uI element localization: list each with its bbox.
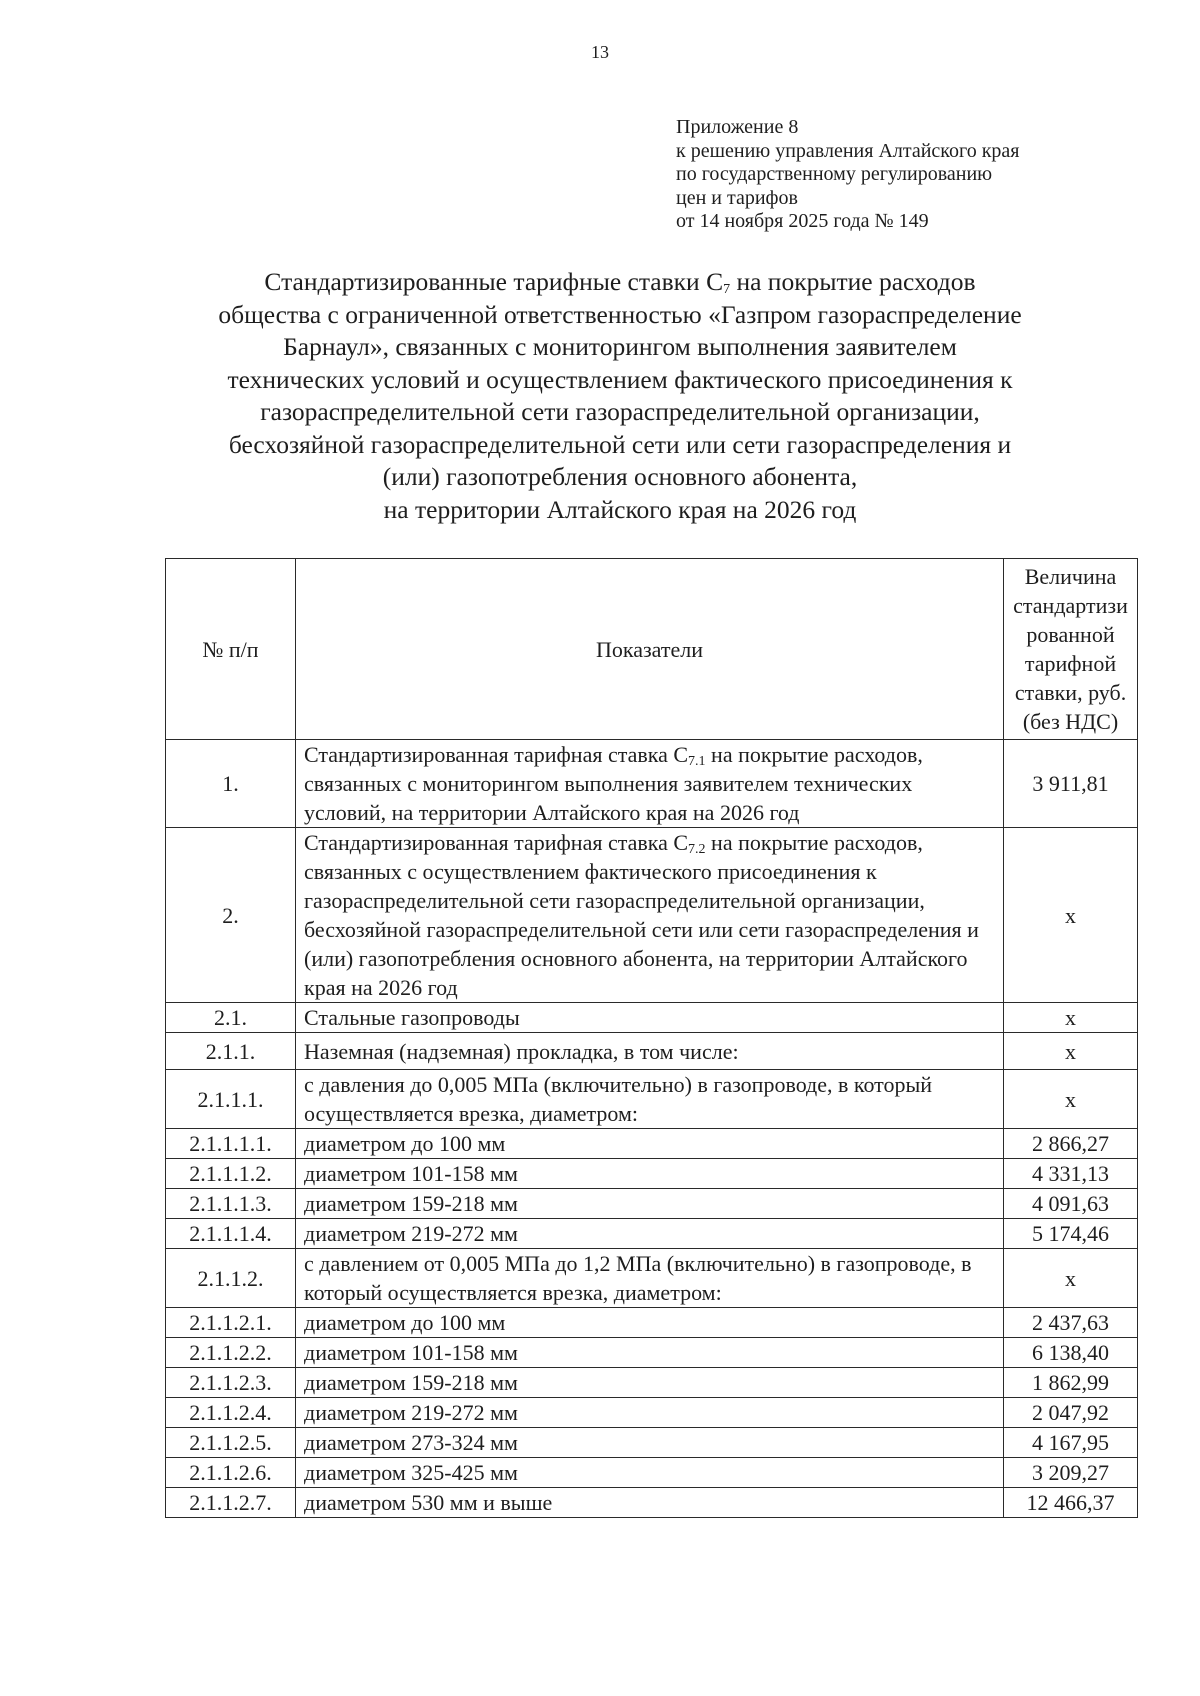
row-value: х — [1004, 1070, 1138, 1129]
row-number: 2.1.1.2.6. — [166, 1458, 296, 1488]
table-row — [166, 1249, 1138, 1308]
annex-block — [676, 116, 1020, 234]
row-value: х — [1004, 1033, 1138, 1070]
row-number: 2.1.1.2.1. — [166, 1308, 296, 1338]
row-value: х — [1004, 1003, 1138, 1033]
title-line: Стандартизированные тарифные ставки $С_7$ на покрытие расходов — [264, 267, 976, 297]
row-indicator: Стандартизированная тарифная ставка $С_{7.1}$ на покрытие расходов, связанных с мониторингом выполнения заявителем технических условий, на территории Алтайского края на 2026 год — [296, 740, 1004, 828]
tariff-table — [165, 558, 1138, 1518]
annex-line: к решению управления Алтайского края — [676, 139, 1020, 162]
row-indicator: диаметром 159-218 мм — [296, 1368, 1004, 1398]
row-number: 2.1.1.2.4. — [166, 1398, 296, 1428]
row-number: 2.1.1.2. — [166, 1249, 296, 1308]
row-value: 3 911,81 — [1004, 740, 1138, 828]
title-line: Барнаул», связанных с мониторингом выполнения заявителем — [283, 332, 957, 361]
row-indicator: диаметром 219-272 мм — [296, 1219, 1004, 1249]
table-row — [166, 1458, 1138, 1488]
header-value: Величина стандартизи рованной тарифной ставки, руб. (без НДС) — [1004, 559, 1138, 740]
row-value: 4 167,95 — [1004, 1428, 1138, 1458]
row-number: 2.1.1.1.4. — [166, 1219, 296, 1249]
header-number: № п/п — [166, 559, 296, 740]
table-row — [166, 1308, 1138, 1338]
row-indicator: диаметром 273-324 мм — [296, 1428, 1004, 1458]
table-row — [166, 1219, 1138, 1249]
title-line: бесхозяйной газораспределительной сети или сети газораспределения и — [228, 429, 1012, 459]
row-indicator: диаметром до 100 мм — [296, 1129, 1004, 1159]
row-indicator: Наземная (надземная) прокладка, в том числе: — [296, 1033, 1004, 1070]
row-indicator: диаметром 219-272 мм — [296, 1398, 1004, 1428]
row-value: 5 174,46 — [1004, 1219, 1138, 1249]
table-row — [166, 1428, 1138, 1458]
table-row — [166, 1129, 1138, 1159]
row-number: 2.1.1.2.7. — [166, 1488, 296, 1518]
row-number: 2.1.1. — [166, 1033, 296, 1070]
annex-line: по государственному регулированию — [676, 163, 993, 185]
table-row — [166, 1338, 1138, 1368]
row-number: 2.1.1.1. — [166, 1070, 296, 1129]
row-value: 4 091,63 — [1004, 1189, 1138, 1219]
annex-line: цен и тарифов — [676, 186, 798, 209]
title-line: технических условий и осуществлением фактического присоединения к — [227, 364, 1013, 394]
row-indicator: диаметром 101-158 мм — [296, 1159, 1004, 1189]
row-number: 2.1.1.2.5. — [166, 1428, 296, 1458]
row-indicator: диаметром до 100 мм — [296, 1308, 1004, 1338]
row-value: 6 138,40 — [1004, 1338, 1138, 1368]
row-number: 2.1.1.2.2. — [166, 1338, 296, 1368]
row-number: 2.1.1.1.2. — [166, 1159, 296, 1189]
title-line: на территории Алтайского края на 2026 год — [383, 494, 857, 524]
table-row — [166, 1159, 1138, 1189]
row-indicator: Стандартизированная тарифная ставка $С_{7.2}$ на покрытие расходов, связанных с осуществлением фактического присоединения к газораспределительной сети газораспределительной организации, бесхозяйной газораспределительной сети или сети газораспределения и (или) газопотребления основного абонента, на территории Алтайского края на 2026 год — [296, 828, 1004, 1003]
row-indicator: с давления до 0,005 МПа (включительно) в газопроводе, в который осуществляется врезка, диаметром: — [296, 1070, 1004, 1129]
table-row — [166, 1189, 1138, 1219]
row-value: 3 209,27 — [1004, 1458, 1138, 1488]
row-number: 2.1.1.2.3. — [166, 1368, 296, 1398]
table-header-row — [166, 559, 1138, 740]
table-row — [166, 1398, 1138, 1428]
row-number: 2.1.1.1.1. — [166, 1129, 296, 1159]
table-row — [166, 1033, 1138, 1070]
row-indicator: диаметром 530 мм и выше — [296, 1488, 1004, 1518]
header-indicator: Показатели — [296, 559, 1004, 740]
annex-line: Приложение 8 — [676, 116, 799, 138]
table-row — [166, 1003, 1138, 1033]
row-indicator: с давлением от 0,005 МПа до 1,2 МПа (включительно) в газопроводе, в который осуществляется врезка, диаметром: — [296, 1249, 1004, 1308]
row-value: 12 466,37 — [1004, 1488, 1138, 1518]
row-value: х — [1004, 1249, 1138, 1308]
annex-line: от 14 ноября 2025 года № 149 — [676, 210, 929, 232]
row-indicator: Стальные газопроводы — [296, 1003, 1004, 1033]
table-row — [166, 740, 1138, 828]
table-row — [166, 1070, 1138, 1129]
row-number: 1. — [166, 740, 296, 828]
row-value: 2 437,63 — [1004, 1308, 1138, 1338]
row-indicator: диаметром 325-425 мм — [296, 1458, 1004, 1488]
row-indicator: диаметром 101-158 мм — [296, 1338, 1004, 1368]
row-value: 2 866,27 — [1004, 1129, 1138, 1159]
row-value: 4 331,13 — [1004, 1159, 1138, 1189]
title-line: (или) газопотребления основного абонента, — [382, 462, 858, 491]
table-row — [166, 828, 1138, 1003]
row-number: 2.1.1.1.3. — [166, 1189, 296, 1219]
page-number: 13 — [591, 42, 609, 62]
row-value: 2 047,92 — [1004, 1398, 1138, 1428]
table-row — [166, 1368, 1138, 1398]
row-value: 1 862,99 — [1004, 1368, 1138, 1398]
title-line: общества с ограниченной ответственностью «Газпром газораспределение — [218, 299, 1022, 329]
table-row — [166, 1488, 1138, 1518]
title-line: газораспределительной сети газораспределительной организации, — [260, 397, 980, 426]
row-number: 2. — [166, 828, 296, 1003]
row-indicator: диаметром 159-218 мм — [296, 1189, 1004, 1219]
row-value: х — [1004, 828, 1138, 1003]
row-number: 2.1. — [166, 1003, 296, 1033]
document-title — [120, 266, 1120, 526]
